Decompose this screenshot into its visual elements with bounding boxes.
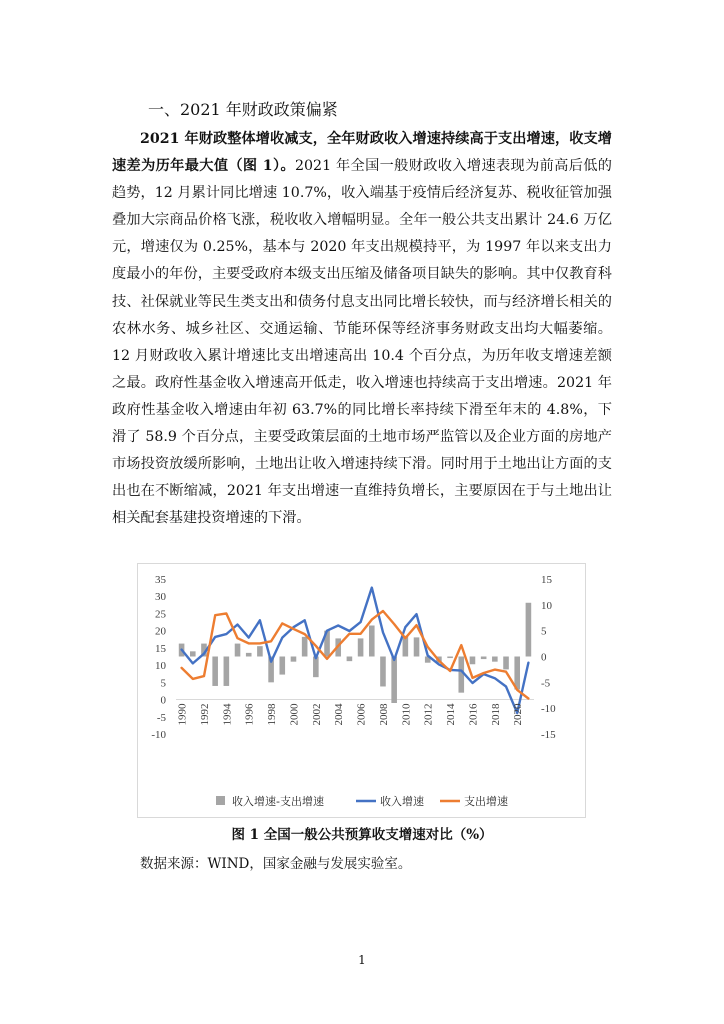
left-tick-label: 0 [160,694,166,707]
line-revenue-growth [182,588,529,713]
bar-diff-2005 [347,657,353,662]
right-tick-label: -15 [541,729,556,741]
right-tick-label: 15 [541,574,552,586]
right-tick-label: -5 [541,677,551,690]
bar-diff-2002 [313,657,319,678]
x-tick-label: 2006 [355,703,368,726]
figure-1-chart [137,563,586,818]
x-tick-label: 2000 [288,703,301,726]
right-tick-label: 10 [541,599,552,612]
legend-swatch-bar [216,796,225,805]
right-tick-label: 0 [541,651,547,664]
x-tick-label: 2010 [400,703,413,726]
legend-entry: 收入增速-支出增速 [232,795,324,808]
x-tick-label: 2008 [377,703,390,726]
body-paragraph [112,126,612,532]
bar-diff-2000 [291,657,297,662]
bar-diff-1996 [246,653,252,657]
bar-diff-2006 [358,638,364,656]
bar-diff-2019 [503,657,509,670]
bar-diff-2009 [391,657,397,704]
right-tick-label: 5 [541,625,547,638]
x-tick-label: 2014 [445,703,458,726]
bar-diff-2001 [302,637,308,657]
bar-diff-2008 [380,657,386,687]
legend-entry: 收入增速 [380,795,424,808]
x-tick-label: 1996 [243,703,256,726]
section-heading: 一、2021 年财政政策偏紧 [148,100,338,119]
right-tick-label: -10 [541,703,556,716]
bar-diff-1995 [235,644,241,657]
line-series [182,588,529,713]
left-tick-label: 30 [155,591,166,604]
x-tick-label: 1998 [266,703,279,726]
paragraph-body: 2021 年全国一般财政收入增速表现为前高后低的趋势，12 月累计同比增速 10.7%，收入端基于疫情后经济复苏、税收征管加强叠加大宗商品价格飞涨，税收收入增幅明显。全年一般公共支出累计 24.6 万亿元，增速仅为 0.25%，基本与 2020 年支出规模持平，为 1997 年以来支出力度最小的年份，主要受政府本级支出压缩及储备项目缺失的影响。其中仅教育科技、社保就业等民生类支出和债务付息支出同比增长较快，而与经济增长相关的农林水务、城乡社区、交通运输、节能环保等经济事务财政支出均大幅萎缩。12 月财政收入累计增速比支出增速高出 10.4 个百分点，为历年收支增速差额之最。政府性基金收入增速高开低走，收入增速也持续高于支出增速。2021 年政府性基金收入增速由年初 63.7%的同比增长率持续下滑至年末的 4.8%，下滑了 58.9 个百分点，主要受政策层面的土地市场严监管以及企业方面的房地产市场投资放缓所影响，土地出让收入增速持续下滑。同时用于土地出让方面的支出也在不断缩减，2021 年支出增速一直维持负增长，主要原因在于与土地出让相关配套基建投资增速的下滑。 [112,158,612,527]
x-tick-label: 1992 [198,703,211,726]
x-tick-label: 2018 [489,703,502,726]
bar-diff-1999 [279,657,285,675]
x-tick-label: 2002 [310,703,323,726]
left-tick-label: 20 [155,625,166,638]
source-note: 数据来源：WIND，国家金融与发展实验室。 [140,856,412,872]
left-tick-label: 5 [160,677,166,690]
bar-diff-2021 [526,603,532,657]
left-tick-label: 25 [155,608,166,621]
line-expenditure-growth [182,611,529,699]
x-tick-label: 2004 [333,703,346,726]
left-tick-label: 35 [155,574,166,586]
chart-svg [138,564,585,817]
bar-diff-2007 [369,626,375,657]
x-tick-label: 1994 [221,703,234,726]
bar-diff-2018 [492,657,498,662]
bar-diff-2015 [458,657,464,693]
bar-diff-2017 [481,657,487,660]
bar-diff-2011 [414,637,420,656]
paragraph-lead: 2021 年财政整体增收减支，全年财政收入增速持续高于支出增速，收支增速差为历年最大值（图 1）。 [112,131,612,175]
left-tick-label: 10 [155,660,166,673]
page-number: 1 [358,953,366,967]
x-tick-label: 2012 [422,703,435,726]
bar-diff-1993 [212,657,218,686]
bar-diff-2016 [470,657,476,665]
bar-diff-1991 [190,651,196,656]
bar-diff-1997 [257,646,263,656]
x-tick-label: 2020 [512,703,525,726]
figure-caption: 图 1 全国一般公共预算收支增速对比（%） [231,827,493,843]
left-tick-label: -10 [151,729,166,741]
x-tick-label: 1990 [176,703,189,726]
legend-entry: 支出增速 [464,795,508,808]
left-tick-label: -5 [156,711,166,724]
bar-diff-1994 [224,657,230,686]
left-tick-label: 15 [155,642,166,655]
bar-diff-2014 [447,657,453,659]
chart-legend [216,794,508,808]
bar-series-diff [179,603,531,703]
x-tick-label: 2016 [467,703,480,726]
